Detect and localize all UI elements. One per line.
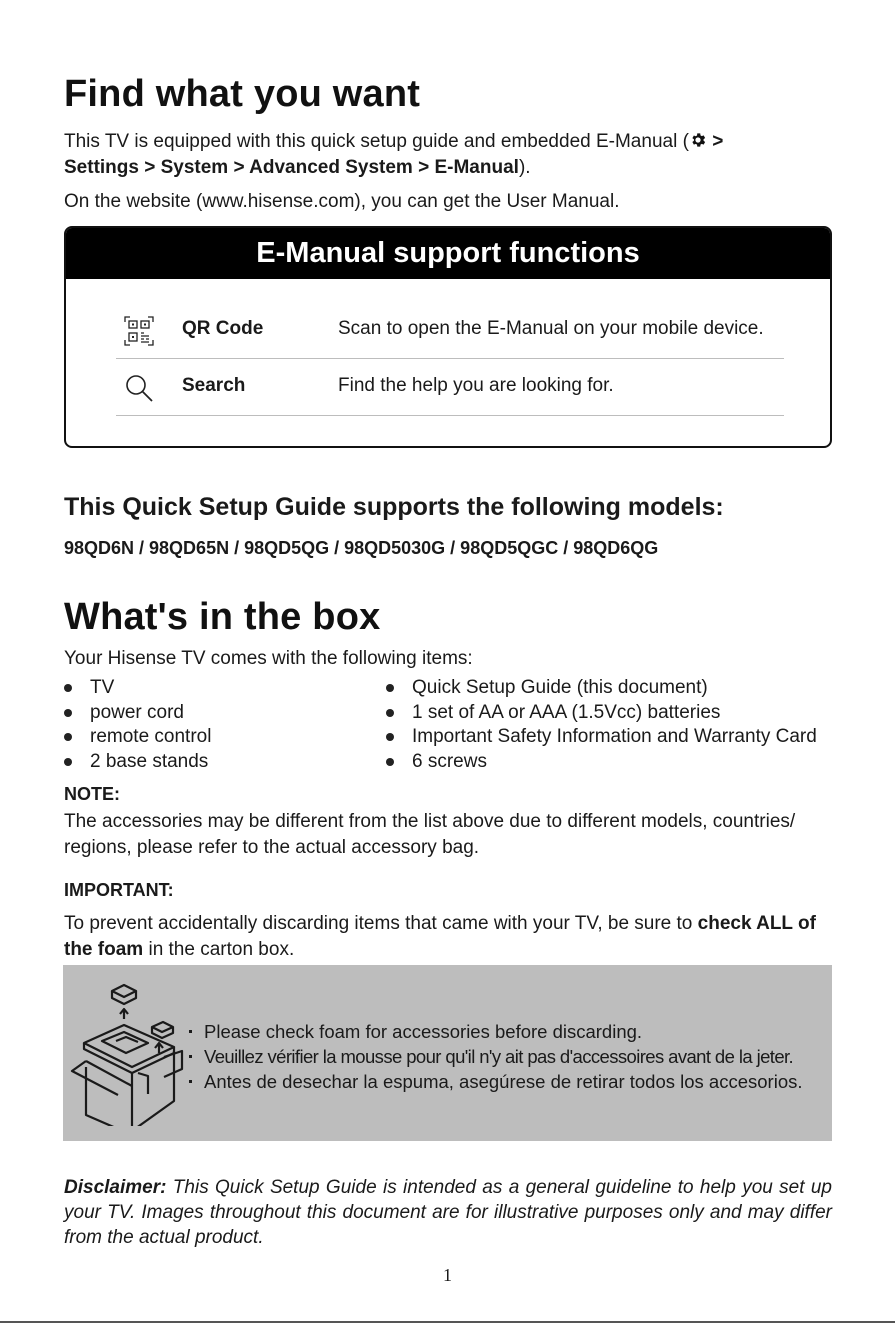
note-label: NOTE:	[64, 784, 120, 804]
list-item: 6 screws	[386, 750, 817, 775]
settings-path: Settings > System > Advanced System > E-Manual	[64, 157, 519, 178]
intro-end: ).	[518, 157, 531, 178]
disclaimer-text: This Quick Setup Guide is intended as a general guideline to help you set up your TV. Images throughout this document are for illustrative purposes only and may differ from the actual product.	[64, 1177, 832, 1248]
disclaimer	[64, 1175, 832, 1250]
foam-line-english: Please check foam for accessories before discarding.	[188, 1019, 803, 1044]
important-text	[64, 911, 836, 963]
foam-warning-panel	[63, 965, 832, 1141]
list-item: 1 set of AA or AAA (1.5Vcc) batteries	[386, 701, 817, 726]
list-item: power cord	[64, 701, 211, 726]
important-text-start: To prevent accidentally discarding items that came with your TV, be sure to	[64, 913, 698, 934]
function-name: QR Code	[182, 318, 264, 339]
important-text-end: in the carton box.	[143, 939, 295, 960]
page-number: 1	[443, 1265, 452, 1285]
search-icon	[124, 373, 154, 403]
function-name: Search	[182, 375, 246, 396]
intro-path-head: >	[712, 131, 724, 152]
list-item: TV	[64, 676, 211, 701]
emanual-title: E-Manual support functions	[66, 228, 830, 279]
footer-rule	[0, 1321, 895, 1323]
emanual-support-box	[64, 226, 832, 448]
function-row-qr-code	[116, 302, 784, 359]
important-label: IMPORTANT:	[64, 880, 174, 900]
disclaimer-label: Disclaimer:	[64, 1177, 167, 1198]
foam-instructions	[188, 1019, 803, 1094]
list-item: 2 base stands	[64, 750, 211, 775]
list-item: Quick Setup Guide (this document)	[386, 676, 817, 701]
intro-text: This TV is equipped with this quick setup guide and embedded E-Manual (	[64, 131, 689, 152]
note-text: The accessories may be different from the list above due to different models, countries/ regions, please refer to the actual accessory bag.	[64, 811, 796, 858]
list-item: remote control	[64, 725, 211, 750]
foam-line-french: Veuillez vérifier la mousse pour qu'il n'y ait pas d'accessoires avant de la jeter.	[188, 1044, 803, 1069]
box-items-left	[64, 676, 211, 774]
function-row-search	[116, 359, 784, 416]
gear-icon	[689, 131, 707, 149]
page-title: Find what you want	[64, 73, 421, 115]
box-heading: What's in the box	[64, 596, 381, 638]
model-list: 98QD6N / 98QD65N / 98QD5QG / 98QD5030G / 98QD5QGC / 98QD6QG	[64, 538, 659, 558]
website-text: On the website (www.hisense.com), you can get the User Manual.	[64, 191, 620, 212]
carton-foam-illustration	[66, 981, 186, 1126]
function-desc: Scan to open the E-Manual on your mobile device.	[338, 318, 764, 339]
foam-line-spanish: Antes de desechar la espuma, asegúrese de retirar todos los accesorios.	[188, 1069, 803, 1094]
important-emphasis: check ALL of the foam	[64, 913, 816, 960]
box-items-right	[386, 676, 817, 774]
list-item: Important Safety Information and Warranty Card	[386, 725, 817, 750]
intro-paragraph	[64, 129, 839, 181]
models-heading: This Quick Setup Guide supports the following models:	[64, 493, 724, 521]
box-intro: Your Hisense TV comes with the following items:	[64, 648, 473, 669]
qr-code-icon	[124, 316, 154, 346]
function-desc: Find the help you are looking for.	[338, 375, 614, 396]
